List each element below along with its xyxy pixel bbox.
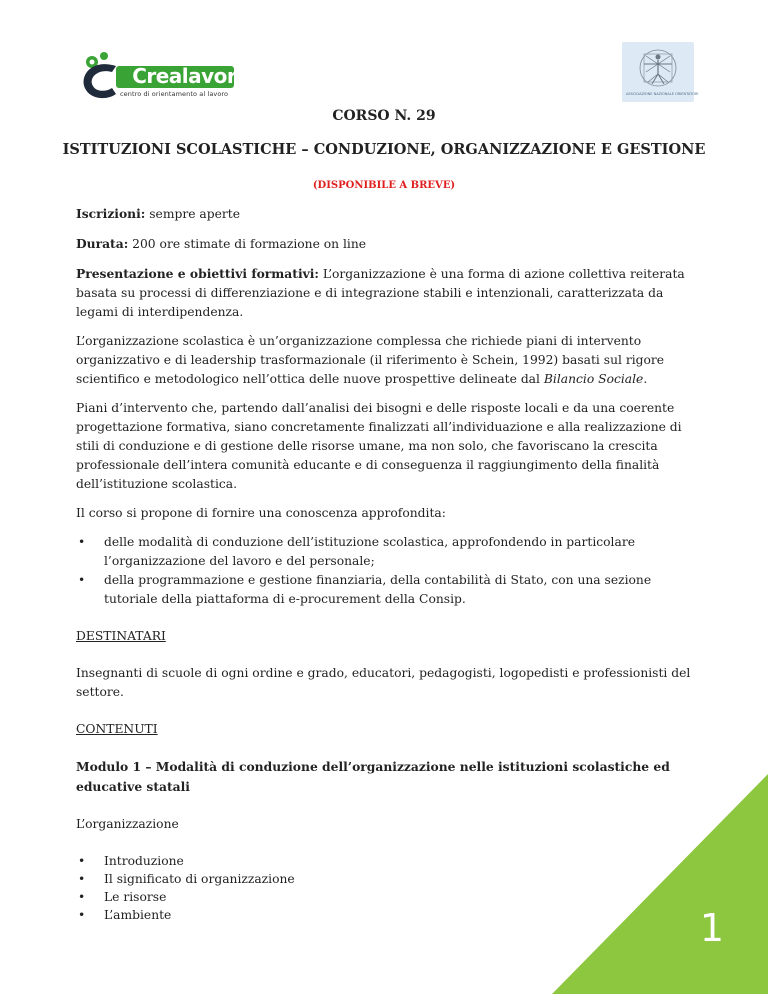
availability-note: (DISPONIBILE A BREVE) xyxy=(312,180,456,191)
bullet-icon: • xyxy=(78,535,86,549)
logo-brand-text: Crealavoro xyxy=(132,64,250,88)
paragraph-text: L’organizzazione scolastica è un’organizzazione complessa che richiede piani di intervento organizzativo e di leadership trasformazionale (il riferimento è Schein, 1992) basati sul rigore scientifico e metodologico nell’ottica delle nuove prospettive delineate dal xyxy=(76,334,665,386)
section-title: L’organizzazione xyxy=(76,817,179,831)
contenuti-heading: CONTENUTI xyxy=(76,722,158,736)
destinatari-text: Insegnanti di scuole di ogni ordine e grado, educatori, pedagogisti, logopedisti e professionisti del settore. xyxy=(76,666,691,699)
durata-line xyxy=(76,234,698,254)
bullet-icon: • xyxy=(78,908,86,922)
paragraph-end: . xyxy=(643,372,648,386)
list-item: • L’ambiente xyxy=(78,908,172,922)
bullet-icon: • xyxy=(78,854,86,868)
course-number: CORSO N. 29 xyxy=(332,108,436,124)
logo-tagline: centro di orientamento al lavoro xyxy=(120,90,229,98)
crealavoro-logo xyxy=(76,48,250,104)
association-caption: ASSOCIAZIONE NAZIONALE ORIENTATORI xyxy=(626,92,699,96)
list-item: • Le risorse xyxy=(78,890,167,904)
objectives-list xyxy=(76,533,698,609)
list-item: • delle modalità di conduzione dell’istituzione scolastica, approfondendo in particolare l’organizzazione del lavoro e del personale; xyxy=(78,535,635,568)
bullet-icon: • xyxy=(78,872,86,886)
list-item: • Introduzione xyxy=(78,854,184,868)
durata-label: Durata: xyxy=(76,236,129,251)
presentazione-paragraph xyxy=(76,264,698,322)
module-title: Modulo 1 – Modalità di conduzione dell’organizzazione nelle istituzioni scolastiche ed educative statali xyxy=(76,759,670,794)
list-item: • della programmazione e gestione finanziaria, della contabilità di Stato, con una sezione tutoriale della piattaforma di e-procurement della Consip. xyxy=(78,573,652,606)
page-corner-decoration xyxy=(552,774,768,994)
iscrizioni-value: sempre aperte xyxy=(145,207,240,221)
paragraph-piani-intervento: Piani d’intervento che, partendo dall’analisi dei bisogni e delle risposte locali e da una coerente progettazione formativa, siano concretamente finalizzati all’individuazione e alla realizzazione di stili di conduzione e di gestione delle risorse umane, ma non solo, che favoriscano la crescita professionale dell’intera comunità educante e di conseguenza il raggiungimento della finalità dell’istituzione scolastica. xyxy=(76,401,682,491)
page-number: 1 xyxy=(699,906,724,950)
destinatari-heading: DESTINATARI xyxy=(76,629,166,643)
iscrizioni-line xyxy=(76,204,698,224)
bullet-icon: • xyxy=(78,890,86,904)
durata-value: 200 ore stimate di formazione on line xyxy=(128,237,367,251)
bilancio-sociale-text: Bilancio Sociale xyxy=(543,372,644,386)
course-title: ISTITUZIONI SCOLASTICHE – CONDUZIONE, ORGANIZZAZIONE E GESTIONE xyxy=(62,141,706,158)
bullet-icon: • xyxy=(78,573,86,587)
presentazione-value: L’organizzazione è una forma di azione collettiva reiterata basata su processi di differenziazione e di integrazione stabili e intenzionali, caratterizzata da legami di interdipendenza. xyxy=(76,267,685,319)
list-item: • Il significato di organizzazione xyxy=(78,872,295,886)
corner-triangle-icon xyxy=(552,774,768,994)
paragraph-corso-propone: Il corso si propone di fornire una conoscenza approfondita: xyxy=(76,506,446,520)
association-logo xyxy=(622,42,699,102)
paragraph-organizzazione-scolastica xyxy=(76,332,698,389)
presentazione-label: Presentazione e obiettivi formativi: xyxy=(76,266,319,281)
iscrizioni-label: Iscrizioni: xyxy=(76,206,146,221)
